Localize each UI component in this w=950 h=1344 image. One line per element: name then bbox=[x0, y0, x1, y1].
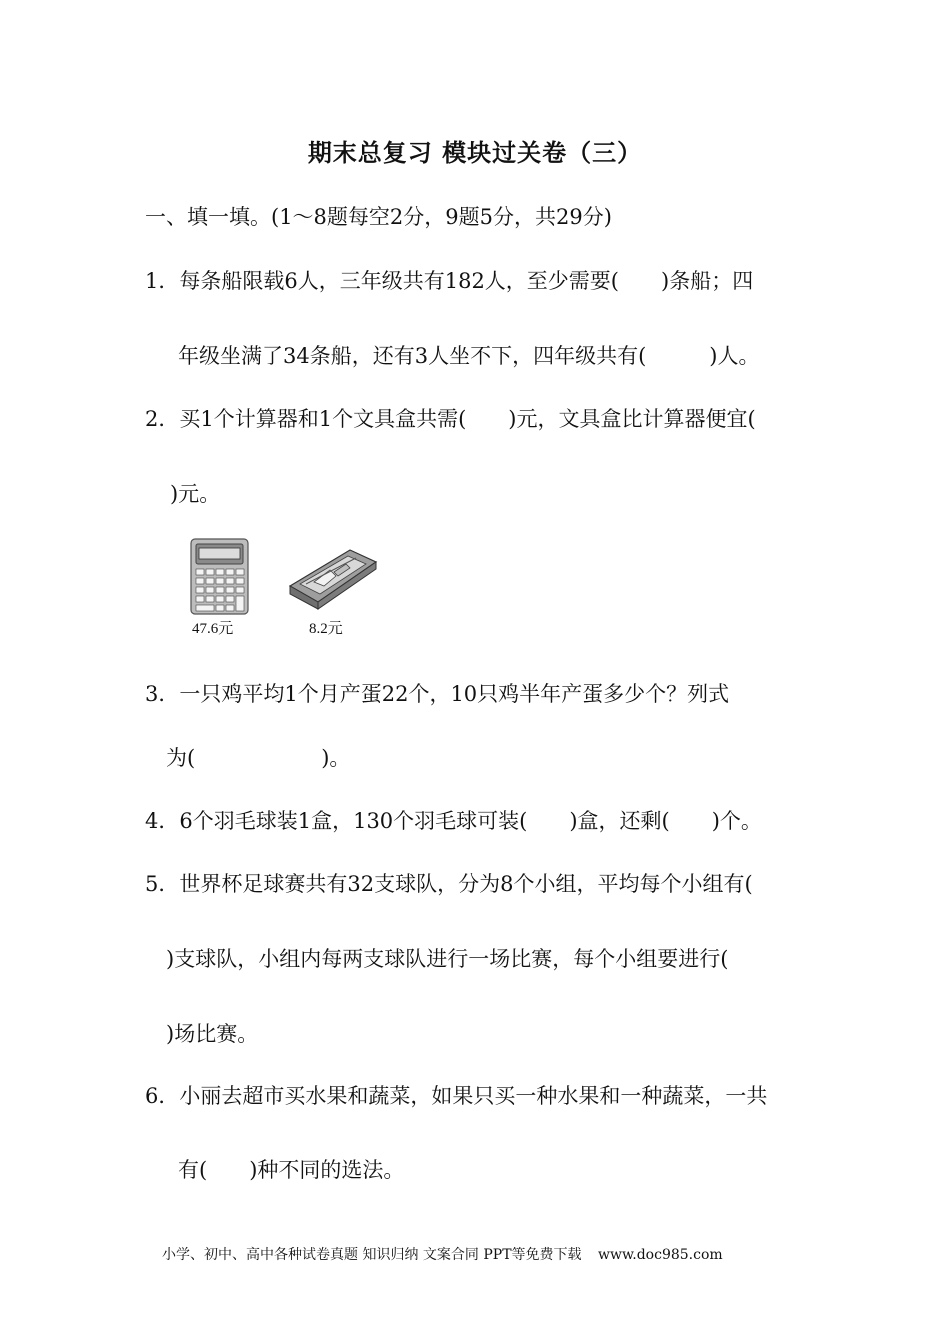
question-2-line-1: 2．买1个计算器和1个文具盒共需( )元，文具盒比计算器便宜( bbox=[145, 407, 756, 431]
footer-link[interactable]: www.doc985.com bbox=[597, 1247, 723, 1263]
footer bbox=[162, 1244, 735, 1264]
question-6-line-1: 6．小丽去超市买水果和蔬菜，如果只买一种水果和一种蔬菜，一共 bbox=[145, 1084, 768, 1108]
question-3-line-2: 为( )。 bbox=[166, 746, 351, 770]
question-5-line-3: )场比赛。 bbox=[166, 1022, 259, 1046]
calculator-price: 47.6元 bbox=[192, 621, 234, 637]
page-title: 期末总复习 模块过关卷（三） bbox=[307, 139, 643, 167]
question-3-line-1: 3．一只鸡平均1个月产蛋22个，10只鸡半年产蛋多少个？列式 bbox=[145, 682, 730, 706]
question-1-line-2: 年级坐满了34条船，还有3人坐不下，四年级共有( )人。 bbox=[178, 344, 760, 368]
pencil-box-image bbox=[284, 546, 380, 616]
calculator-image bbox=[190, 538, 250, 620]
question-5-line-2: )支球队，小组内每两支球队进行一场比赛，每个小组要进行( bbox=[166, 947, 729, 971]
question-5-line-1: 5．世界杯足球赛共有32支球队，分为8个小组，平均每个小组有( bbox=[145, 872, 753, 896]
question-1-line-1: 1．每条船限载6人，三年级共有182人，至少需要( )条船；四 bbox=[145, 269, 754, 293]
question-6-line-2: 有( )种不同的选法。 bbox=[178, 1158, 405, 1182]
pencil-box-price: 8.2元 bbox=[309, 621, 343, 637]
question-4-line-1: 4．6个羽毛球装1盒，130个羽毛球可装( )盒，还剩( )个。 bbox=[145, 809, 762, 833]
footer-text: 小学、初中、高中各种试卷真题 知识归纳 文案合同 PPT等免费下载 bbox=[162, 1247, 582, 1263]
section-heading: 一、填一填。(1～8题每空2分，9题5分，共29分) bbox=[145, 205, 612, 229]
question-2-line-2: )元。 bbox=[170, 482, 221, 506]
